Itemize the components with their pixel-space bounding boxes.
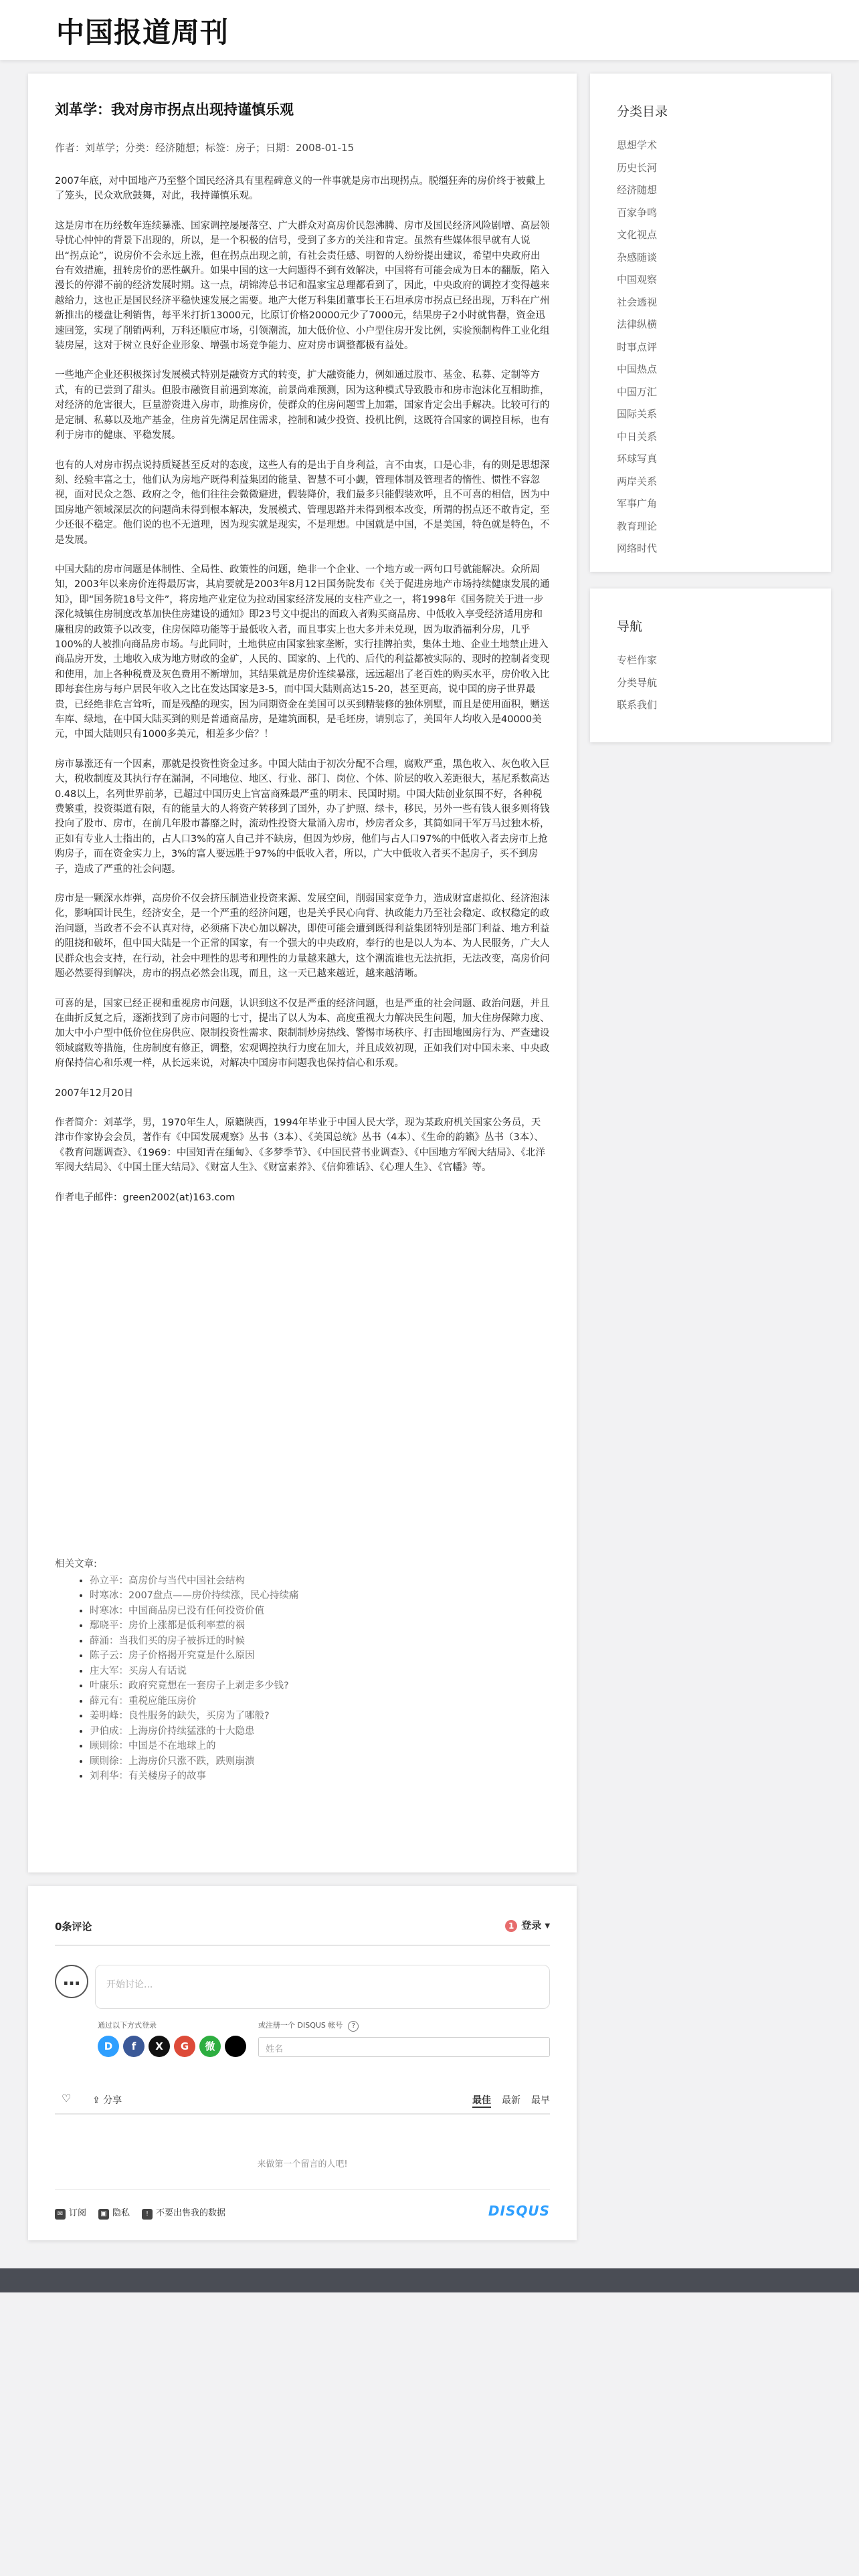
related-link[interactable]: 孙立平：高房价与当代中国社会结构 [90, 1575, 245, 1586]
paragraph: 中国大陆的房市问题是体制性、全局性、政策性的问题，绝非一个企业、一个地方或一两句口号就能解决。众所周知，2003年以来房价连得最厉害，其肩要就是2003年8月12日国务院发布《关于促进房地产市场持续健康发展的通知》，即“国务院18号文件”，将房地产业定位为拉动国家经济发展的支柱产业之一，将1998年《国务院关于进一步深化城镇住房制度改革加快住房建设的通知》即23号文中提出的面政入者购买商品房、中低收入享受经济适用房和廉租房的政策予以改变，住房保障功能等于最低收入者，而且事实上也大多并未兑现，因为取消福利分房，几乎100%的人被推向商品房市场。与此同时，土地供应由国家独家垄断，实行挂牌拍卖，集体土地、企业土地禁止进入商品房开发，土地收入成为地方财政的金矿，人民的、国家的、上代的、后代的利益都被实际的、现时的控制者变现和使用，加上各种税费及灰色费用不断增加，其结果就是房价连续暴涨，远远超出了老百姓的购买水平，房价收入比即每套住房与每户居民年收入之比在发达国家是3-5，而中国大陆则高达15-20，甚至更高，说中国的房子世界最贵，已经绝非危言耸听，而是残酷的现实，因为同期资金在美国可以买到精装修的独体别墅，而且是使用面积，赠送车库、绿地，在中国大陆买到的则是普通商品房，是建筑面积，是毛坯房，请别忘了，美国年人均收入是40000美元，中国大陆则只有1000多美元，相差多少倍？！ [55, 564, 550, 740]
author-email: 作者电子邮件：green2002(at)163.com [55, 1192, 235, 1203]
category-item [617, 183, 657, 205]
article-date: 2007年12月20日 [55, 1087, 134, 1099]
list-item [90, 1769, 550, 1784]
list-item [90, 1588, 550, 1604]
category-link[interactable]: 时事点评 [617, 340, 658, 353]
category-link[interactable]: 法律纵横 [617, 318, 658, 330]
name-field[interactable]: 姓名 [258, 2037, 550, 2057]
social-login-buttons [98, 2036, 246, 2057]
list-item [90, 1634, 550, 1649]
list-item [90, 1709, 550, 1724]
related-link[interactable]: 陈子云：房子价格揭开究竟是什么原因 [90, 1650, 255, 1661]
disqus-signup-text: 或注册一个 DISQUS 帐号 [258, 2021, 343, 2030]
paragraph: 房市暴涨还有一个因素，那就是投资性资金过多。中国大陆由于初次分配不合理，腐败严重，黑色收入、灰色收入巨大，税收制度及其执行存在漏洞，不同地位、地区、行业、部门、岗位、个体、阶层的收入差距很大，基尼系数高达0.48以上，名列世界前茅，已超过中国历史上官富商殊最严重的明末、民国时期。中国大陆创业氛围不好，各种税费繁重，投资渠道有限，有的能量大的人将资产转移到了国外，办了护照、绿卡，移民，另外一些有钱人很多则将钱投向了股市、房市，在前几年股市蕃靡之时，流动性投资大量涌入房市，炒房者众多，其简如同干军万马过独木桥，正如有专业人士指出的，占人口3%的富人自己并不缺房，但因为炒房，他们与占人口97%的中低收入者去房市上抢购房子，而在资金实力上，3%的富人要远胜于97%的中低收入者，所以，广大中低收入者买不起房子，买不到房子，造成了严重的社会问题。 [55, 758, 550, 875]
related-link[interactable]: 姜明峰：良性服务的缺失，买房为了哪般? [90, 1711, 270, 1721]
paragraph: 房市是一颗深水炸弹，高房价不仅会挤压制造业投资来源、发展空间，削弱国家竞争力，造成财富虚拟化、经济泡沫化，影响国计民生，经济安全，是一个严重的经济问题，也是关乎民心向背、执政能力乃至社会稳定、政权稳定的政治问题，当政者不会不认真对待，必须痛下决心加以解决，即使可能会遭到既得利益集团特别是部门利益、地方利益的阻挠和破坏，但中国大陆是一个正常的国家，有一个强大的中央政府，奉行的也是以人为本、为人民服务，广大人民群众也会支持，在行动，社会中理性的思考和理性的力量越来越大，这个潮流谁也无法抗拒，无法改变，高房价问题必然要得到解决，房市的拐点必然会出现，而且，这一天已越来越近，越来越清晰。 [55, 893, 550, 980]
social-login-button[interactable]: D [98, 2036, 119, 2057]
list-item [90, 1724, 550, 1739]
category-item [617, 138, 657, 160]
category-link[interactable]: 两岸关系 [617, 475, 658, 488]
category-item [617, 227, 657, 250]
tab-newest[interactable]: 最新 [502, 2095, 520, 2106]
category-item [617, 205, 657, 228]
category-item [617, 160, 657, 183]
category-link[interactable]: 中国万汇 [617, 385, 658, 398]
author-bio: 作者简介：刘革学，男，1970年生人，原籍陕西，1994年毕业于中国人民大学，现为某政府机关国家公务员，天津市作家协会会员，著作有《中国发展观察》丛书（3本）、《美国总统》丛书（4本）、《生命的韵籁》丛书（3本）、《教育问题调查》、《1969：中国知青在缅甸》、《多梦季节》、《中国民营书业调查》、《中国地方军阀大结局》、《北洋军阀大结局》、《中国土匪大结局》、《财富人生》、《财富素养》、《信仰雅话》、《心理人生》、《官幡》等。 [55, 1117, 545, 1174]
categories-title: 分类目录 [617, 104, 668, 119]
article-body [55, 174, 550, 1220]
nav-item [617, 697, 657, 720]
article-title: 刘革学：我对房市拐点出现持谨慎乐观 [55, 102, 294, 118]
list-item [90, 1694, 550, 1709]
footer-bar [0, 2268, 859, 2292]
related-link[interactable]: 薛涌：当我们买的房子被拆迁的时候 [90, 1635, 245, 1646]
tab-oldest[interactable]: 最早 [531, 2095, 550, 2106]
sort-tabs [472, 2093, 550, 2108]
category-link[interactable]: 思想学术 [617, 139, 658, 151]
category-link[interactable]: 国际关系 [617, 408, 658, 420]
social-login-button[interactable] [225, 2036, 246, 2057]
related-link[interactable]: 庄大军：买房人有话说 [90, 1665, 187, 1677]
share-label: 分享 [103, 2095, 122, 2106]
category-item [617, 272, 657, 295]
tab-best[interactable]: 最佳 [472, 2093, 491, 2108]
privacy-label: 隐私 [112, 2208, 130, 2218]
category-link[interactable]: 杂感随谈 [617, 251, 658, 263]
do-not-sell-link[interactable] [142, 2206, 225, 2220]
paragraph: 也有的人对房市拐点说持质疑甚至反对的态度，这些人有的是出于自身利益，言不由衷，口是心非，有的则是思想深刻、经验丰富之士，他们认为房地产既得利益集团的能量、智慧不可小觑，管理体制及管理者的惰性、惯性不容忽视，面对民众之怨、政府之令，他们往往会微微避进，假装降价，我们最多只能假装欢呼，且不可喜的相信，因为中国房地产领域深层次的问题尚未得到根本解决，发展模式、管理思路并未得到根本改变，所谓的拐点还不敢肯定，至少还很不稳定。他们说的也不无道理，因为现实就是现实，不是理想。中国就是中国，不是美国，特色就是特色，不是发展。 [55, 459, 550, 546]
paragraph: 2007年底，对中国地产乃至整个国民经济具有里程碑意义的一件事就是房市出现拐点。脱缰狂奔的房价终于被戴上了笼头，民众欢欣鼓舞，对此，我持谨慎乐观。 [55, 176, 545, 202]
do-not-sell-label: 不要出售我的数据 [156, 2208, 226, 2218]
category-link[interactable]: 历史长河 [617, 161, 658, 174]
related-title: 相关文章: [55, 1559, 97, 1570]
category-link[interactable]: 教育理论 [617, 520, 658, 532]
avatar: … [55, 1965, 88, 1998]
divider [55, 2113, 550, 2115]
social-login-button[interactable]: f [123, 2036, 145, 2057]
nav-link[interactable]: 分类导航 [617, 676, 658, 689]
category-item [617, 362, 657, 385]
category-item [617, 541, 657, 564]
share-button[interactable] [92, 2093, 122, 2107]
category-item [617, 295, 657, 318]
social-login-button[interactable]: 微 [199, 2036, 221, 2057]
category-link[interactable]: 军事广角 [617, 498, 658, 510]
category-item [617, 474, 657, 497]
list-item [90, 1604, 550, 1619]
comment-count: 0条评论 [55, 1921, 92, 1933]
category-link[interactable]: 百家争鸣 [617, 206, 658, 219]
category-link[interactable]: 中国热点 [617, 363, 658, 375]
chevron-down-icon: ▾ [541, 1919, 550, 1931]
category-link[interactable]: 网络时代 [617, 542, 658, 554]
divider [55, 2189, 550, 2190]
disqus-signup-label [258, 2020, 359, 2032]
related-link[interactable]: 顾則徐：中国是不在地球上的 [90, 1741, 216, 1751]
related-link[interactable]: 薛元有：重税应能压房价 [90, 1695, 197, 1707]
related-link[interactable]: 尹伯成：上海房价持续猛涨的十大隐患 [90, 1725, 255, 1737]
subscribe-link[interactable] [55, 2206, 86, 2220]
list-item [90, 1618, 550, 1634]
mail-icon: ✉ [55, 2209, 66, 2220]
list-item [90, 1574, 550, 1589]
comments-widget [28, 1886, 577, 2240]
related-link[interactable]: 鄢晓平：房价上涨都是低利率惹的祸 [90, 1620, 245, 1631]
privacy-link[interactable] [98, 2206, 130, 2220]
list-item [90, 1739, 550, 1754]
category-link[interactable]: 环球写真 [617, 453, 658, 465]
category-item [617, 340, 657, 362]
category-item [617, 519, 657, 542]
warning-icon: ! [142, 2209, 153, 2220]
list-item [90, 1754, 550, 1769]
login-label[interactable]: 登录 [521, 1919, 542, 1931]
list-item [90, 1679, 550, 1694]
heart-icon[interactable]: ♡ [62, 2092, 72, 2105]
article-card [28, 74, 577, 1872]
category-link[interactable]: 文化视点 [617, 229, 658, 241]
related-link[interactable]: 时寒冰：2007盘点——房价持续涨，民心持续痛 [90, 1590, 299, 1601]
nav-link[interactable]: 联系我们 [617, 699, 658, 711]
category-link[interactable]: 社会透视 [617, 296, 658, 308]
paragraph: 可喜的是，国家已经正视和重视房市问题，认识到这不仅是严重的经济问题，也是严重的社会问题、政治问题，并且在曲折反复之后，逐渐找到了房市问题的七寸，提出了以人为本、高度重视大力解决民生问题，加大住房保障力度、加大中小户型中低价位住房供应、限制投资性需求、限制制炒房热线、警惕市场秩序、打击囤地囤房行为、严查建设领域腐败等措施，住房制度有修正，调整，宏观调控执行力度在加大，并且成效初现，正如我们对中国未来、中央政府保持信心和乐观一样，从长远来说，对解决中国房市问题我也保持信心和乐观。 [55, 998, 550, 1069]
category-item [617, 385, 657, 407]
category-item [617, 496, 657, 519]
social-login-button[interactable]: G [174, 2036, 195, 2057]
category-item [617, 451, 657, 474]
login-with-label: 通过以下方式登录 [98, 2021, 157, 2030]
nav-link[interactable]: 专栏作家 [617, 654, 658, 666]
nav-item [617, 653, 657, 675]
disqus-logo[interactable]: DISQUS [488, 2203, 550, 2219]
comments-footer [55, 2206, 225, 2220]
login-menu[interactable] [505, 1918, 550, 1932]
comment-input[interactable]: 开始讨论... [95, 1965, 550, 2009]
empty-message: 来做第一个留言的人吧! [257, 2159, 348, 2169]
site-title[interactable]: 中国报道周刊 [56, 16, 229, 49]
subscribe-label: 订阅 [69, 2208, 87, 2218]
paragraph: 这是房市在历经数年连续暴涨、国家调控屡屡落空、广大群众对高房价民怨沸腾、房市及国民经济风险剧增、高层领导忧心忡忡的背景下出现的，所以，是一个积极的信号，受到了多方的关注和肯定。虽然有些媒体很早就有人说出“拐点论”，说房价不会永远上涨，但在拐点出现之前，有社会责任感、明智的人纷纷提出建议，希望中央政府出台有效措施，扭转房价的恶性飙升。如果中国的这一大问题得不到有效解决，中国将有可能会成为日本的翻版，陷入漫长的停滞不前的经济发展时期。这一点，胡锦涛总书记和温家宝总理都看到了，因此，中央政府的调控才变得越来越给力，这也正是国民经济平稳快速发展之需要。地产大佬万科集团董事长王石坦承房市拐点已经出现，万科在广州新推出的楼盘让利销售，每平米打折13000元，比原订价格20000元少了7000元，结果房子2小时就售罄，资金迅速回笼，实现了削销两利，万科还顺应市场，引领潮流，加大低价位、小户型住房开发比例，实验预制构件工业化组装房屋，这对于树立良好企业形象、增强市场竞争能力、应对房市调整都极有益处。 [55, 220, 550, 352]
list-item [90, 1664, 550, 1679]
nav-title: 导航 [617, 619, 643, 634]
related-link[interactable]: 时寒冰：中国商品房已没有任何投资价值 [90, 1605, 264, 1616]
related-link[interactable]: 顾則徐：上海房价只涨不跌，跌则崩溃 [90, 1755, 255, 1767]
category-item [617, 429, 657, 452]
category-link[interactable]: 中国观察 [617, 274, 658, 286]
category-item [617, 407, 657, 429]
nav-item [617, 675, 657, 698]
category-link[interactable]: 中日关系 [617, 430, 658, 443]
notification-badge[interactable]: 1 [505, 1920, 517, 1932]
social-login-button[interactable]: X [149, 2036, 170, 2057]
category-link[interactable]: 经济随想 [617, 184, 658, 196]
category-item [617, 250, 657, 273]
site-header [0, 0, 859, 60]
related-articles [55, 1557, 550, 1784]
navigation-widget [590, 588, 831, 742]
paragraph: 一些地产企业还积极探讨发展模式特别是融资方式的转变，扩大融资能力，例如通过股市、基金、私募、定制等方式，有的已尝到了甜头。但股市融资目前遇到寒流，前景尚难预测，因为这种模式导致股市和房市泡沫化互相助推，对经济的危害很大，巨量游资进入房市，助推房价，使群众的住房问题雪上加霜，国家肯定会出手解决。比较可行的是定制、私募以及地产基金，住房首先满足居住需求，控制和减少投资、投机比例，这既符合国家的调控目标，也有利于房市的健康、平稳发展。 [55, 370, 550, 441]
list-item [90, 1648, 550, 1664]
categories-widget [590, 74, 831, 572]
help-icon[interactable]: ? [348, 2021, 359, 2032]
share-icon: ⇪ [92, 2095, 104, 2106]
divider [55, 1945, 550, 1946]
related-link[interactable]: 叶康乐：政府究竟想在一套房子上剥走多少钱? [90, 1681, 289, 1691]
category-item [617, 317, 657, 340]
article-meta: 作者：刘革学；分类：经济随想；标签：房子；日期：2008-01-15 [55, 142, 355, 154]
related-link[interactable]: 刘利华：有关楼房子的故事 [90, 1771, 206, 1782]
lock-icon: ▣ [98, 2209, 109, 2220]
